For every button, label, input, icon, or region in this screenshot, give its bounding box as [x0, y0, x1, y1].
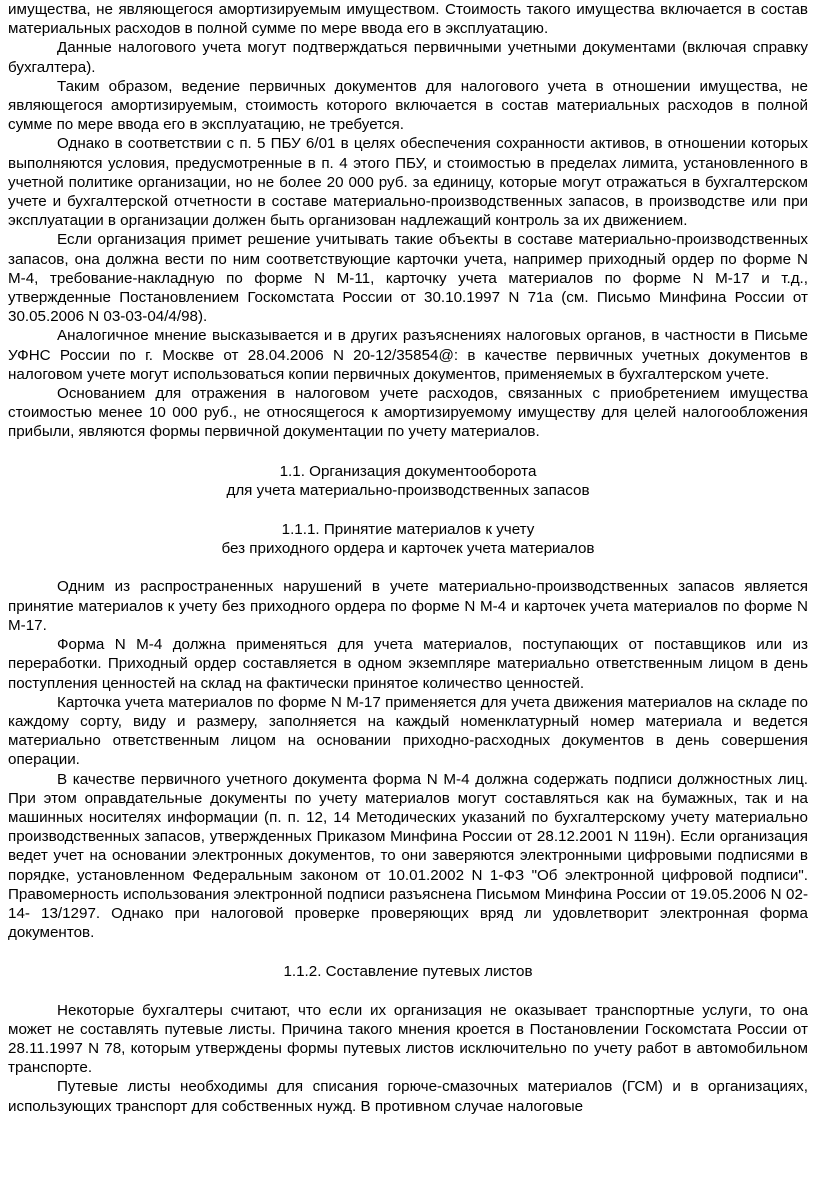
heading-line: для учета материально-производственных запасов: [226, 481, 590, 499]
paragraph: Карточка учета материалов по форме N М-17 применяется для учета движения материалов на складе по каждому сорту, виду и размеру, заполняется на каждый номенклатурный номер материала и ведется материально ответственным лицом на основании приходно-расходных документов в день совершения операции.: [8, 693, 808, 769]
paragraph: Основанием для отражения в налоговом учете расходов, связанных с приобретением имущества стоимостью менее 10 000 руб., не относящегося к амортизируемому имуществу для целей налогообложения прибыли, являются формы первичной документации по учету материалов.: [8, 385, 808, 441]
paragraph: Некоторые бухгалтеры считают, что если их организация не оказывает транспортные услуги, то она может не составлять путевые листы. Причина такого мнения кроется в Постановлении Госкомстата России от 28.11.1997 N 78, которым утверждены формы путевых листов исключительно по учету работ в автомобильном транспорте.: [8, 1001, 808, 1077]
paragraph: Данные налогового учета могут подтверждаться первичными учетными документами (включая справку бухгалтера).: [8, 39, 808, 76]
heading-line: 1.1.2. Составление путевых листов: [283, 963, 533, 981]
heading-line: 1.1. Организация документооборота: [279, 462, 537, 480]
section-heading-1-1-1: [8, 520, 808, 558]
paragraph: Если организация примет решение учитывать такие объекты в составе материально-производственных запасов, она должна вести по ним соответствующие карточки учета, например приходный ордер по форме N М-4, требование-накладную по форме N М-11, карточку учета материалов по форме N М-17 и т.д., утвержденные Постановлением Госкомстата России от 30.10.1997 N 71а (см. Письмо Минфина России от 30.05.2006 N 03-03-04/4/98).: [8, 231, 808, 326]
paragraph: имущества, не являющегося амортизируемым имуществом. Стоимость такого имущества включается в состав материальных расходов в полной сумме по мере ввода его в эксплуатацию.: [8, 1, 808, 38]
section-heading-1-1-2: [8, 962, 808, 981]
paragraph: Таким образом, ведение первичных документов для налогового учета в отношении имущества, не являющегося амортизируемым, стоимость которого включается в состав материальных расходов в полной сумме по мере ввода его в эксплуатацию, не требуется.: [8, 77, 808, 134]
section-heading-1-1: [8, 462, 808, 500]
paragraph: Путевые листы необходимы для списания горюче-смазочных материалов (ГСМ) и в организациях, использующих транспорт для собственных нужд. В противном случае налоговые: [8, 1078, 808, 1115]
paragraph: Форма N М-4 должна применяться для учета материалов, поступающих от поставщиков или из переработки. Приходный ордер составляется в одном экземпляре материально ответственным лицом в день поступления ценностей на склад на фактически принятое количество ценностей.: [8, 636, 808, 692]
paragraph: В качестве первичного учетного документа форма N М-4 должна содержать подписи должностных лиц. При этом оправдательные документы по учету материалов могут составляться как на бумажных, так и на машинных носителях информации (п. п. 12, 14 Методических указаний по бухгалтерскому учету материально производственных запасов, утвержденных Приказом Минфина России от 28.12.2001 N 119н). Если организация ведет учет на основании электронных документов, то они заверяются электронными цифровыми подписями в порядке, установленном Федеральным законом от 10.01.2002 N 1-ФЗ "Об электронной цифровой подписи". Правомерность использования электронной подписи разъяснена Письмом Минфина России от 19.05.2006 N 02-14- 13/1297. Однако при налоговой проверке проверяющих вряд ли удовлетворит электронная форма документов.: [8, 770, 808, 942]
document-page: [8, 0, 808, 1116]
paragraph: Однако в соответствии с п. 5 ПБУ 6/01 в целях обеспечения сохранности активов, в отношении которых выполняются условия, предусмотренные в п. 4 этого ПБУ, и стоимостью в пределах лимита, установленного в учетной политике организации, но не более 20 000 руб. за единицу, которые могут отражаться в бухгалтерском учете и бухгалтерской отчетности в составе материально-производственных запасов, в производстве или при эксплуатации в организации должен быть организован надлежащий контроль за их движением.: [8, 135, 808, 230]
paragraph: Одним из распространенных нарушений в учете материально-производственных запасов является принятие материалов к учету без приходного ордера по форме N М-4 и карточек учета материалов по форме N М-17.: [8, 578, 808, 634]
heading-line: без приходного ордера и карточек учета материалов: [221, 540, 595, 558]
paragraph: Аналогичное мнение высказывается и в других разъяснениях налоговых органов, в частности в Письме УФНС России по г. Москве от 28.04.2006 N 20-12/35854@: в качестве первичных учетных документов в налоговом учете могут использоваться копии первичных документов, применяемых в бухгалтерском учете.: [8, 327, 808, 383]
heading-line: 1.1.1. Принятие материалов к учету: [281, 521, 535, 539]
